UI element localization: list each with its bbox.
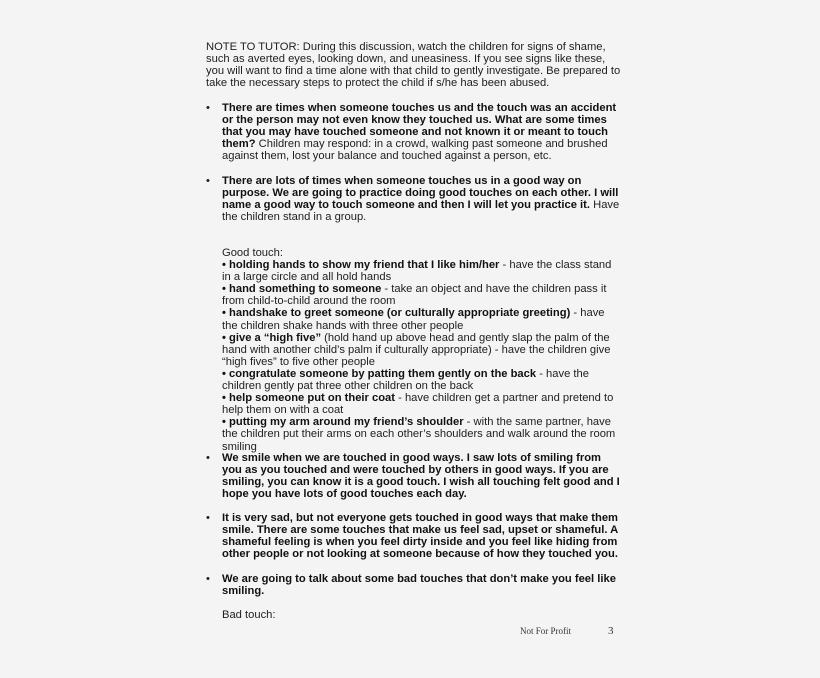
page-number: 3	[608, 625, 614, 637]
good-touch-item: • handshake to greet someone (or culturally appropriate greeting) - have the children shake hands with three other people	[222, 307, 605, 332]
note-to-tutor: NOTE TO TUTOR: During this discussion, watch the children for signs of shame, such as averted eyes, looking down, and uneasiness. If you see signs like these, you will want to find a time alone with that child to gently investigate. Be prepared to take the necessary steps to protect the child if s/he has been abused.	[206, 41, 621, 90]
paragraph-good-touch-intro: There are lots of times when someone touches us in a good way on purpose. We are going to practice doing good touches on each other. I will name a good way to touch someone and then I will let you practice it. Have the children stand in a group.	[222, 175, 620, 224]
good-touch-item: • hand something to someone - take an object and have the children pass it from child-to-child around the room	[222, 283, 607, 308]
bullet-icon: •	[206, 512, 210, 524]
good-touch-heading: Good touch:	[222, 247, 283, 259]
good-touch-section	[222, 247, 622, 453]
good-touch-item: • congratulate someone by patting them gently on the back - have the children gently pat three other children on the back	[222, 367, 589, 393]
bullet-icon: •	[206, 573, 210, 585]
bullet-icon: •	[206, 452, 210, 464]
good-touch-item: • putting my arm around my friend’s shoulder - with the same partner, have the children put their arms on each other’s shoulders and walk around the room smiling	[222, 416, 616, 453]
good-touch-item: • give a “high five” (hold hand up above head and gently slap the palm of the hand with another child’s palm if culturally appropriate) - have the children give “high fives” to five other people	[222, 331, 611, 368]
paragraph-accidental-touch: There are times when someone touches us and the touch was an accident or the person may not even know they touched us. What are some times that you may have touched someone and not known it or meant to touch them? Children may respond: in a crowd, walking past someone and brushed against them, lost your balance and touched against a person, etc.	[222, 102, 617, 163]
bad-touch-heading: Bad touch:	[222, 609, 276, 621]
paragraph-smile: We smile when we are touched in good ways. I saw lots of smiling from you as you touched and were touched by others in good ways. If you are smiling, you can know it is a good touch. I wish all touching felt good and I hope you have lots of good touches each day.	[222, 452, 620, 501]
footer-text: Not For Profit	[520, 626, 572, 636]
bullet-icon: •	[206, 175, 210, 187]
good-touch-item: • help someone put on their coat - have children get a partner and pretend to help them on with a coat	[222, 392, 614, 417]
paragraph-bad-touch-intro: We are going to talk about some bad touches that don’t make you feel like smiling.	[222, 573, 616, 598]
paragraph-sad: It is very sad, but not everyone gets touched in good ways that make them smile. There are some touches that make us feel sad, upset or shameful. A shameful feeling is when you feel dirty inside and you feel like hiding from other people or not looking at someone because of how they touched you.	[222, 512, 619, 561]
good-touch-item: • holding hands to show my friend that I like him/her - have the class stand in a large circle and all hold hands	[222, 259, 612, 284]
bullet-icon: •	[206, 102, 210, 114]
